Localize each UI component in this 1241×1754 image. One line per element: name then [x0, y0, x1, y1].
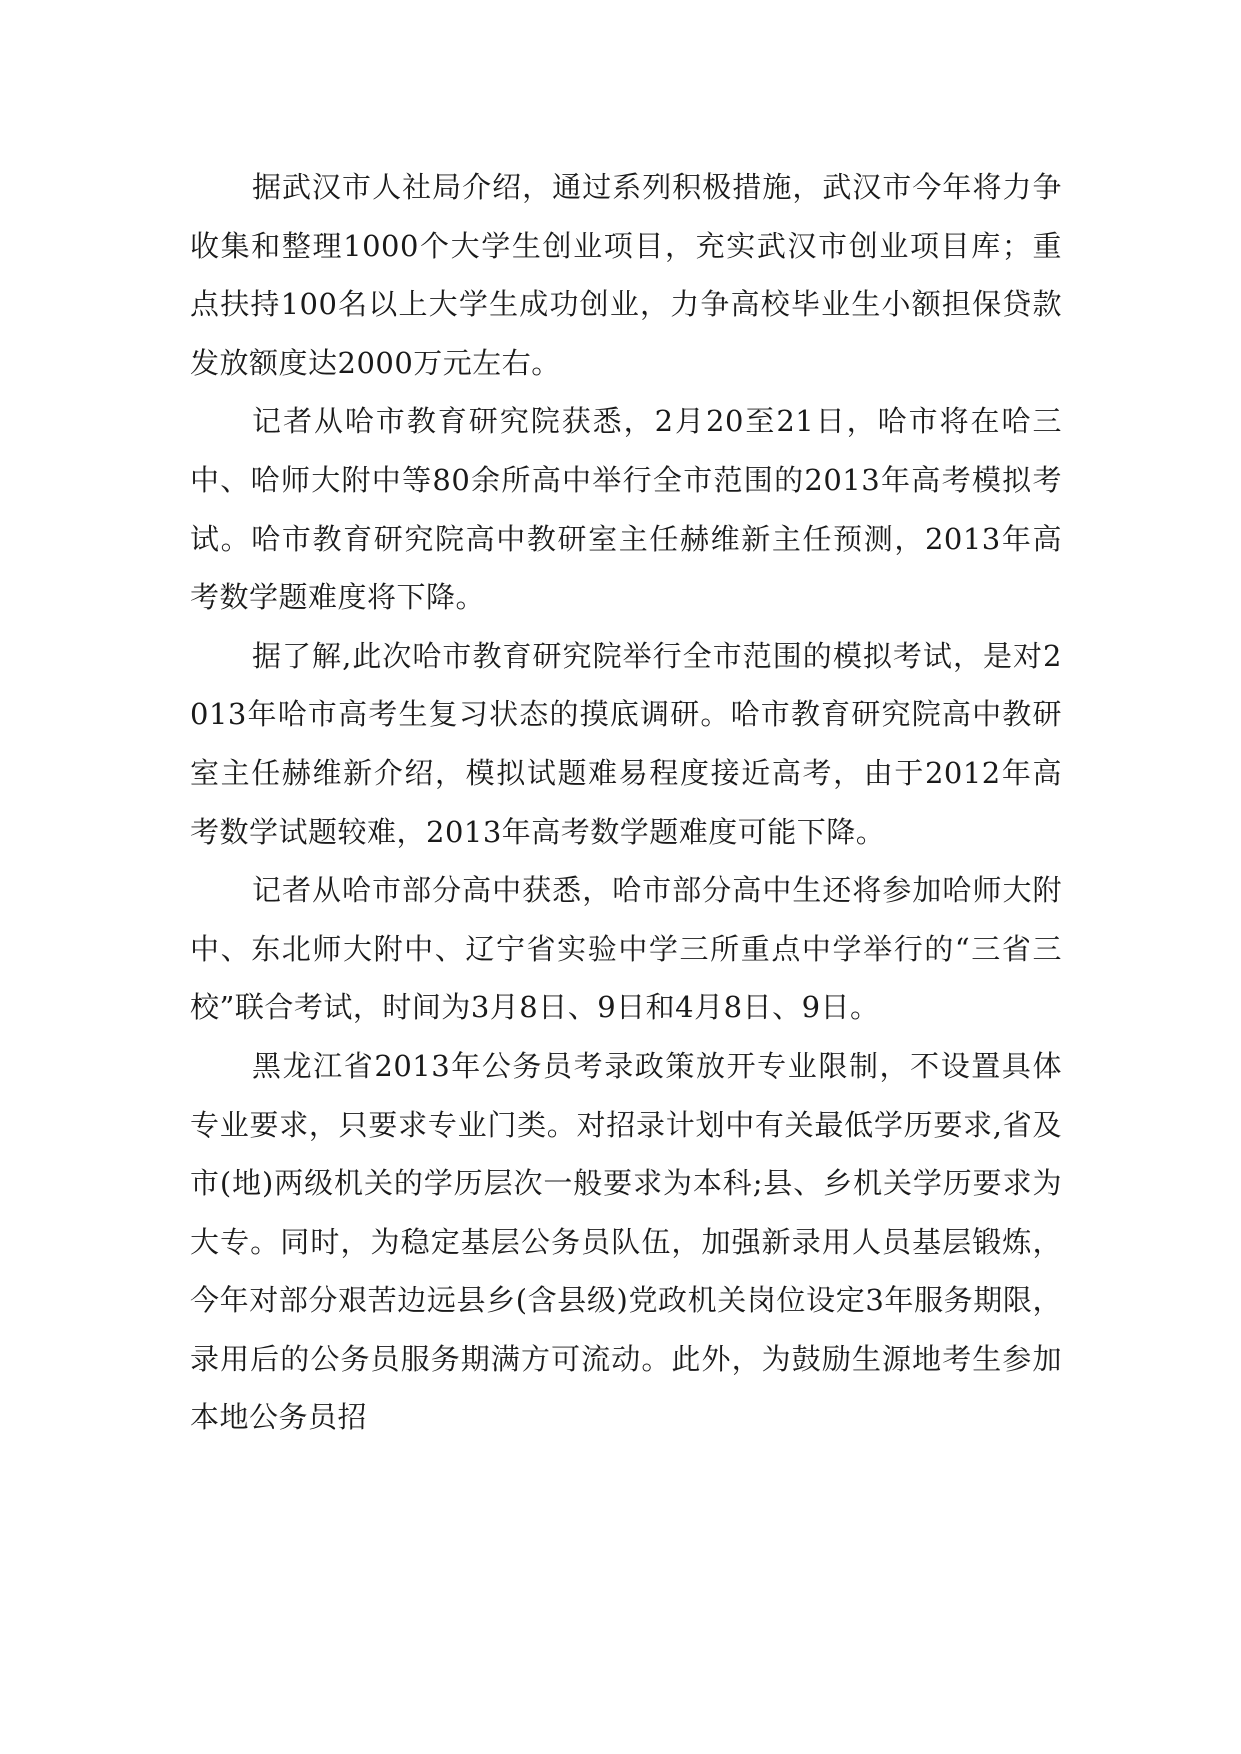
paragraph-mock-exam-details: 据了解,此次哈市教育研究院举行全市范围的模拟考试，是对2013年哈市高考生复习状态的摸底调研。哈市教育研究院高中教研室主任赫维新介绍，模拟试题难易程度接近高考，由于2012年高考数学试题较难，2013年高考数学题难度可能下降。 — [190, 638, 1062, 849]
paragraph-wuhan-startup: 据武汉市人社局介绍，通过系列积极措施，武汉市今年将力争收集和整理1000个大学生创业项目，充实武汉市创业项目库；重点扶持100名以上大学生成功创业，力争高校毕业生小额担保贷款发放额度达2000万元左右。 — [190, 170, 1062, 380]
paragraph-harbin-mock-exam: 记者从哈市教育研究院获悉，2月20至21日，哈市将在哈三中、哈师大附中等80余所高中举行全市范围的2013年高考模拟考试。哈市教育研究院高中教研室主任赫维新主任预测，2013年高考数学题难度将下降。 — [190, 404, 1062, 615]
paragraph-civil-service-policy: 黑龙江省2013年公务员考录政策放开专业限制，不设置具体专业要求，只要求专业门类。对招录计划中有关最低学历要求,省及市(地)两级机关的学历层次一般要求为本科;县、乡机关学历要求为大专。同时，为稳定基层公务员队伍，加强新录用人员基层锻炼，今年对部分艰苦边远县乡(含县级)党政机关岗位设定3年服务期限，录用后的公务员服务期满方可流动。此外，为鼓励生源地考生参加本地公务员招 — [190, 1048, 1062, 1435]
paragraph-joint-exam: 记者从哈市部分高中获悉，哈市部分高中生还将参加哈师大附中、东北师大附中、辽宁省实验中学三所重点中学举行的“三省三校”联合考试，时间为3月8日、9日和4月8日、9日。 — [190, 873, 1062, 1025]
document-body — [190, 158, 1062, 1447]
